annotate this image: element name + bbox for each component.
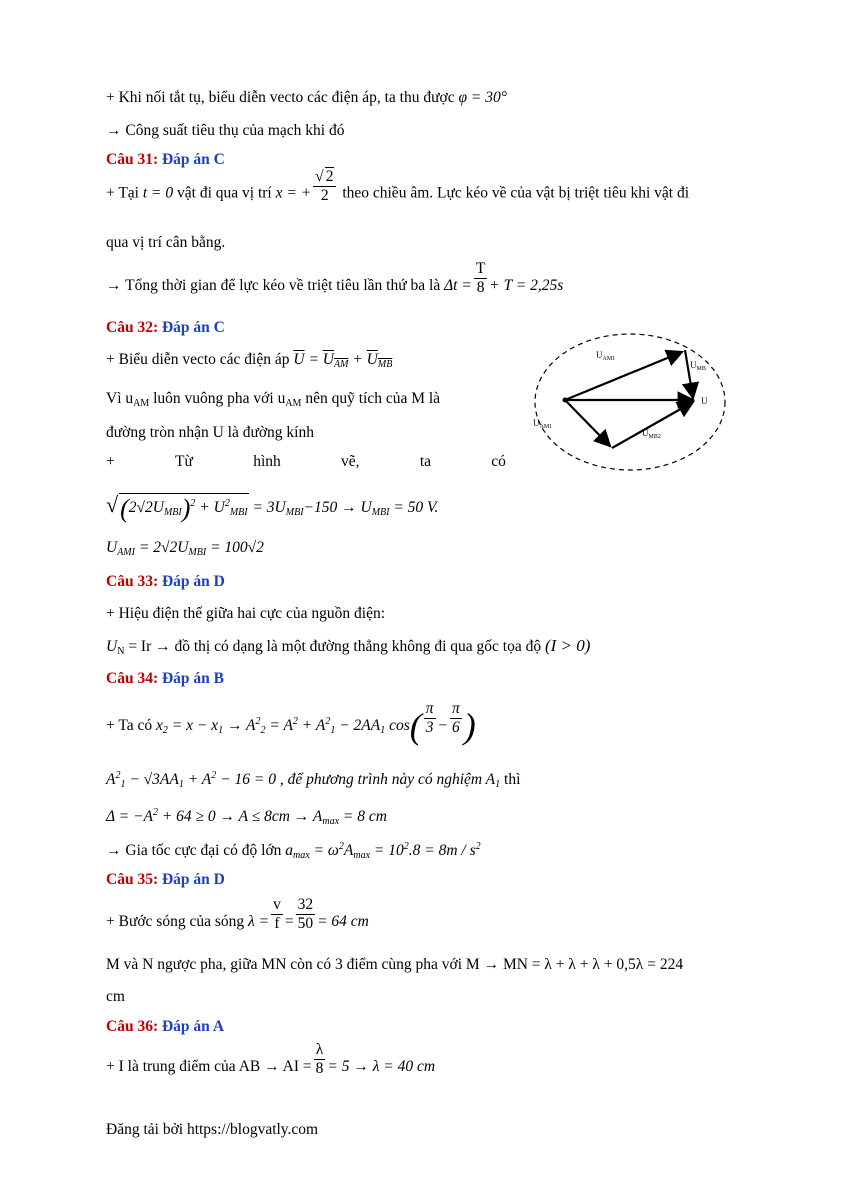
text-line: + Hiệu điện thế giữa hai cực của nguồn điện:	[106, 605, 386, 622]
text-line: → Công suất tiêu thụ của mạch khi đó	[106, 122, 345, 139]
label-u: U	[701, 396, 708, 406]
text-line: M và N ngược pha, giữa MN còn có 3 điểm cùng pha với M → MN = λ + λ + λ + 0,5λ = 224	[106, 956, 684, 973]
vector-uam1-bottom	[565, 400, 610, 446]
text-line: qua vị trí cân bằng.	[106, 234, 226, 251]
text-line: + Bước sóng của sóng λ = $\frac{v}{f}$ = $\frac{32}{50}$ = 64 cm	[106, 896, 369, 932]
text-line: $\Delta = -A^2 + 64 \ge 0 \to A \le 8cm \to A_{max} = 8$ cm	[106, 807, 387, 827]
question-heading: Câu 34: Đáp án B	[106, 670, 225, 687]
text-line: $U_{AMI} = 2√2U_{MBI} = 100√2$	[106, 539, 264, 558]
question-heading: Câu 32: Đáp án C	[106, 319, 225, 336]
text-line: → Tổng thời gian để lực kéo về triệt tiêu lần thứ ba là Δt = $\frac{T}{8}$ + T = 2,25s	[106, 260, 564, 296]
text-line: $U_N = Ir$ → đồ thị có dạng là một đường thẳng không đi qua gốc tọa độ (I > 0)	[106, 636, 591, 657]
vector-umb-top	[685, 350, 693, 398]
text-line: + Tại t = 0 vật đi qua vị trí x = + $\frac{√ 2}{2}$ theo chiều âm. Lực kéo về của vật bị triệt tiêu khi vật đi	[106, 168, 690, 204]
label-uam1-left: $U_{AM1}$	[533, 418, 553, 430]
text-line: Vì $u_{AM}$ luôn vuông pha với $u_{AM}$ nên quỹ tích của M là	[106, 390, 441, 409]
vector-diagram	[530, 330, 750, 480]
vector-uam1-top	[565, 352, 682, 400]
text-line: + Khi nối tắt tụ, biểu diễn vecto các điện áp, ta thu được φ = 30°	[106, 89, 507, 106]
label-umb: $U_{MB}$	[690, 360, 706, 372]
footer-text: Đăng tải bởi https://blogvatly.com	[106, 1121, 319, 1138]
text-line: + I là trung điểm của AB → AI = $\frac{\lambda}{8}$ = 5 → λ = 40 cm	[106, 1041, 436, 1077]
question-heading: Câu 33: Đáp án D	[106, 573, 225, 590]
text-line: đường tròn nhận U là đường kính	[106, 424, 314, 441]
label-umb2: $U_{MB2}$	[642, 428, 661, 440]
text-line: $A^2_1 - √3AA_1 + A^2 - 16 = 0$ , để phương trình này có nghiệm $A_1$ thì	[106, 770, 521, 790]
question-heading: Câu 35: Đáp án D	[106, 871, 225, 888]
text-line: + Ta có $x_2 = x - x_1 \to A^2_2 = A^2 + A^2_1 - 2AA_1$ cos( $\frac{\pi}{3}$ − $\frac{\pi}{6}$ )	[106, 699, 476, 746]
text-line: $√(2√2U_{MBI})^2 + U^2_{MBI} = 3U_{MBI}-150 \to U_{MBI} = 50$ V.	[106, 492, 439, 523]
vector-umb2	[612, 402, 693, 448]
question-heading: Câu 36: Đáp án A	[106, 1018, 225, 1035]
text-line: cm	[106, 988, 125, 1005]
question-heading: Câu 31: Đáp án C	[106, 151, 225, 168]
text-line: + Biểu diễn vecto các điện áp $\overline{U} = U_{AM} + U_{MB}$	[106, 351, 393, 370]
text-line: → Gia tốc cực đại có độ lớn $a_{max} = \omega^2A_{max} = 10^2.8 = 8m / s^2$	[106, 841, 481, 861]
fraction: $\frac{√ 2}{2}$	[313, 167, 336, 205]
text-line: + Từ hình vẽ, ta có	[106, 453, 506, 470]
fraction: $\frac{T}{8}$	[475, 260, 486, 296]
label-uam1-top: $U_{AM1}$	[596, 350, 616, 362]
